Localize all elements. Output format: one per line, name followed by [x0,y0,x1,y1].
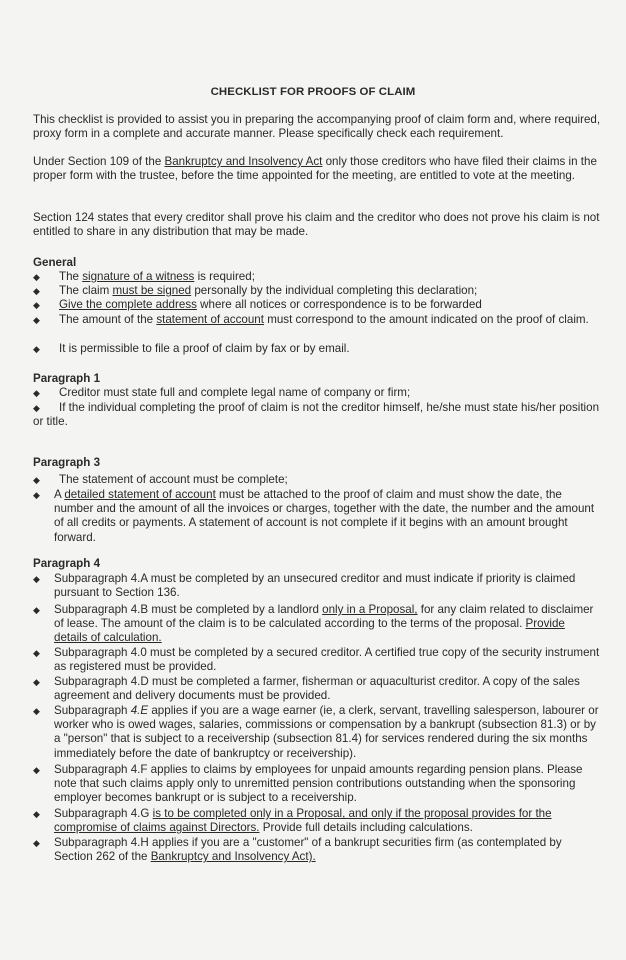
bullet-icon: ◆ [33,809,40,819]
bullet-icon: ◆ [33,490,40,500]
bullet-icon: ◆ [33,388,40,398]
list-item: ◆ Subparagraph 4.D must be completed a farmer, fisherman or aquaculturist creditor. A copy of the sales agreement and delivery documents must be provided. [33,675,580,703]
bullet-icon: ◆ [33,272,40,282]
document-title: CHECKLIST FOR PROOFS OF CLAIM [210,86,416,98]
list-item: ◆ Subparagraph 4.0 must be completed by a secured creditor. A certified true copy of the security instrument as registered must be provided. [33,646,600,674]
text: only those creditors who have filed their claims in the proper form with the trustee, before the time appointed for the meeting, are entitled to vote at the meeting. [33,155,597,183]
bullet-icon: ◆ [33,344,40,354]
bullet-icon: ◆ [33,765,40,775]
list-item: ◆ Subparagraph 4.A must be completed by an unsecured creditor and must indicate if priority is claimed pursuant to Section 136. [33,572,576,600]
bullet-icon: ◆ [33,677,40,687]
section-heading-paragraph-4: Paragraph 4 [33,557,101,570]
list-item: ◆ Subparagraph 4.G is to be completed only in a Proposal, and only if the proposal provides for the compromise of claims against Directors. Provide full details including calculations. [33,807,552,835]
list-item: ◆ Give the complete address where all notices or correspondence is to be forwarded [33,298,482,311]
bullet-icon: ◆ [33,648,40,658]
act-reference: Bankruptcy and Insolvency Act [164,155,323,168]
intro-paragraph-1: This checklist is provided to assist you in preparing the accompanying proof of claim form and, where required, proxy form in a complete and accurate manner. Please specifically check each requirement. [33,113,601,141]
list-item: ◆ A detailed statement of account must be attached to the proof of claim and must show the date, the number and the amount of all the invoices or charges, together with the date, the number and the amount of all credits or payments. A statement of account is not complete if it begins with an amount brought forward. [33,488,595,544]
bullet-icon: ◆ [33,475,40,485]
list-item: ◆ Subparagraph 4.E applies if you are a wage earner (ie, a clerk, servant, travelling salesperson, labourer or worker who is owed wages, salaries, commissions or compensation by a bankrupt (subsection 81.3) or by a "person" that is subject to a receivership (subsection 81.4) for services rendered during the six months immediately before the date of bankruptcy or receivership). [33,704,599,760]
bullet-icon: ◆ [33,286,40,296]
list-item: ◆ The signature of a witness is required; [33,270,255,283]
bullet-icon: ◆ [33,838,40,848]
bullet-icon: ◆ [33,403,40,413]
list-item: ◆ Creditor must state full and complete legal name of company or firm; [33,386,411,399]
section-heading-paragraph-1: Paragraph 1 [33,372,101,385]
intro-paragraph-3: Section 124 states that every creditor shall prove his claim and the creditor who does not prove his claim is not entitled to share in any distribution that may be made. [33,211,600,239]
section-heading-general: General [33,256,77,269]
intro-paragraph-2 [33,155,601,183]
list-item: ◆ Subparagraph 4.F applies to claims by employees for unpaid amounts regarding pension plans. Please note that such claims apply only to unremitted pension contributions outstanding when the sponsoring employer becomes bankrupt or is subject to a receivership. [33,763,583,805]
bullet-icon: ◆ [33,300,40,310]
list-item: ◆ The statement of account must be complete; [33,473,288,486]
list-item: ◆ The claim must be signed personally by the individual completing this declaration; [33,284,478,297]
list-item: ◆ The amount of the statement of account must correspond to the amount indicated on the proof of claim. [33,313,589,326]
list-item: ◆ It is permissible to file a proof of claim by fax or by email. [33,342,350,355]
list-item: ◆ If the individual completing the proof of claim is not the creditor himself, he/she must state his/her position or title. [33,401,600,429]
bullet-icon: ◆ [33,315,40,325]
list-item: ◆ Subparagraph 4.H applies if you are a "customer" of a bankrupt securities firm (as contemplated by Section 262 of the Bankruptcy and Insolvency Act). [33,836,562,864]
bullet-icon: ◆ [33,706,40,716]
section-heading-paragraph-3: Paragraph 3 [33,456,101,469]
bullet-icon: ◆ [33,605,40,615]
bullet-icon: ◆ [33,574,40,584]
list-item: ◆ Subparagraph 4.B must be completed by a landlord only in a Proposal, for any claim related to disclaimer of lease. The amount of the claim is to be calculated according to the terms of the proposal. Provide details of calculation. [33,603,594,645]
text: Under Section 109 of the [33,155,165,168]
